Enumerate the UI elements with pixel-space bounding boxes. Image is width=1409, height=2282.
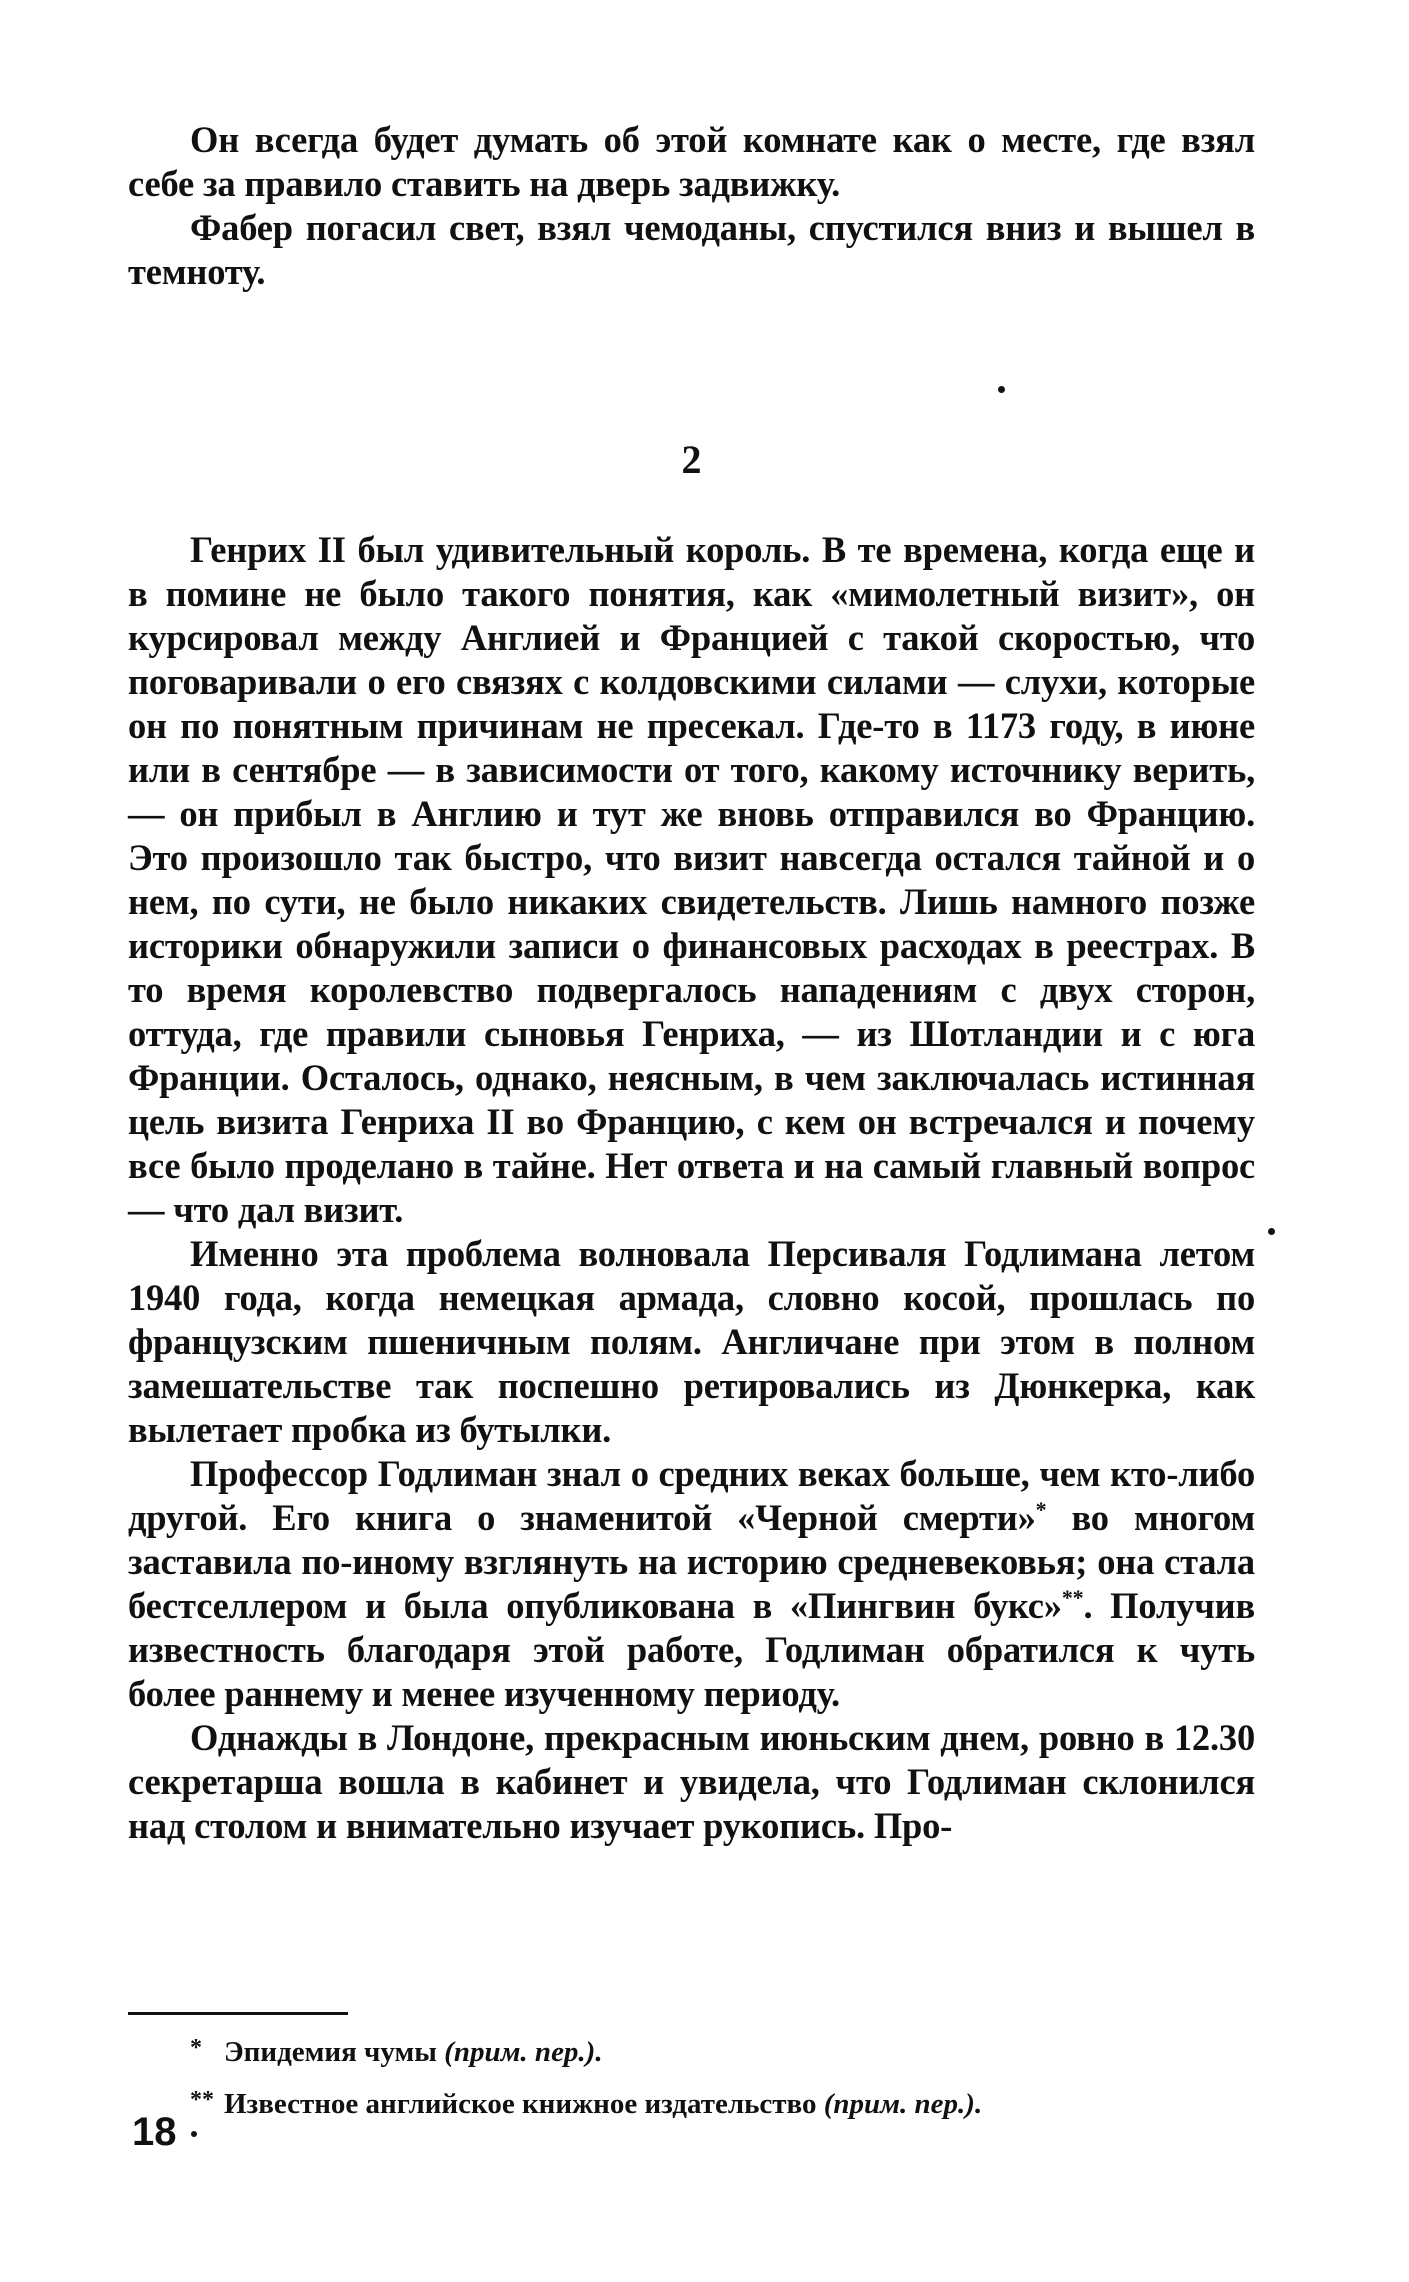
folio-dot [191,2131,197,2137]
paragraph: Он всегда будет думать об этой комнате как о месте, где взял себе за правило ставить на дверь задвижку. [128,119,1255,204]
page-number [132,2110,197,2155]
footnote [190,2024,1250,2076]
print-speck [1268,1228,1275,1235]
footnotes [190,2024,1250,2128]
footnote [190,2076,1250,2128]
print-speck [998,386,1005,393]
footnote-mark: ** [190,2087,214,2113]
paragraph: Генрих II был удивительный король. В те времена, когда еще и в помине не было такого понятия, как «мимолетный визит», он курсировал между Англией и Францией с такой скоростью, что поговаривали о его связях с колдовскими силами — слухи, которые он по понятным причинам не пресекал. Где-то в 1173 году, в июне или в сентябре — в зависимости от того, какому источнику верить, — он прибыл в Англию и тут же вновь отправился во Францию. Это произошло так быстро, что визит навсегда остался тайной и о нем, по сути, не было никаких свидетельств. Лишь намного позже историки обнаружили записи о финансовых расходах в реестрах. В то время королевство подвергалось нападениям с двух сторон, оттуда, где правили сыновья Генриха, — из Шотландии и с юга Франции. Осталось, однако, неясным, в чем заключалась истинная цель визита Генриха II во Францию, с кем он встречался и почему все было проделано в тайне. Нет ответа и на самый главный вопрос — что дал визит. [128,529,1255,1230]
paragraph: Однажды в Лондоне, прекрасным июньским днем, ровно в 12.30 секретарша вошла в кабинет и увидела, что Годлиман склонился над столом и внимательно изучает рукопись. Про- [128,1717,1255,1846]
paragraph [128,1452,1255,1716]
footnote-mark: * [190,2035,202,2061]
footnote-note: (прим. пер.). [823,2088,983,2120]
footnote-rule [128,2012,348,2015]
paragraph: Именно эта проблема волновала Персиваля Годлимана летом 1940 года, когда немецкая армада, словно косой, прошлась по французским пшеничным полям. Англичане при этом в полном замешательстве так поспешно ретировались из Дюнкерка, как вылетает пробка из бутылки. [128,1233,1255,1450]
paragraph: Фабер погасил свет, взял чемоданы, спустился вниз и вышел в темноту. [128,207,1255,292]
footnote-reference: ** [1061,1584,1084,1610]
chapter-number: 2 [681,437,702,482]
paragraph-text: во многом заставила по-иному взглянуть на историю средневековья; она стала бестселлером и была опубликована в «Пингвин букс» [128,1497,1255,1626]
footnote-reference: * [1035,1496,1047,1522]
top-text-block [128,118,1255,294]
paragraph-text: . Получив известность благодаря этой работе, Годлиман обратился к чуть более раннему и менее изученному периоду. [128,1585,1256,1714]
page-number-text: 18 [132,2110,177,2154]
footnote-text: Эпидемия чумы [224,2036,445,2068]
chapter-text-block [128,528,1255,1848]
footnote-text: Известное английское книжное издательство [224,2088,824,2120]
footnote-note: (прим. пер.). [444,2036,603,2068]
paragraph-text: Профессор Годлиман знал о средних веках больше, чем кто-либо другой. Его книга о знаменитой «Черной смерти» [128,1453,1255,1538]
